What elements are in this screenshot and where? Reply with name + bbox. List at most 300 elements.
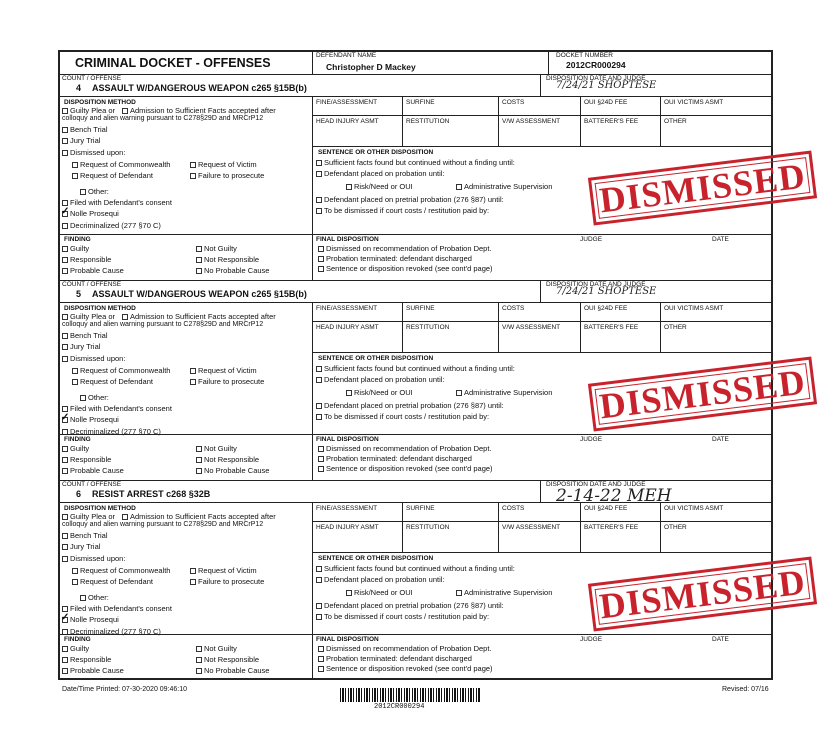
checkbox-label: Probable Cause (70, 666, 124, 675)
batterers-fee-label: BATTERER'S FEE (584, 118, 639, 125)
checkbox-label: Request of Victim (198, 366, 257, 375)
request-victim-checkbox[interactable] (190, 161, 257, 169)
judge-label: JUDGE (580, 436, 603, 443)
decriminalized-checkbox[interactable] (62, 222, 161, 230)
dismissed-stamp: DISMISSED (588, 556, 817, 631)
checkbox-label: Request of Defendant (80, 377, 153, 386)
pretrial-probation-checkbox[interactable] (316, 196, 504, 204)
rule (312, 321, 773, 322)
checkbox[interactable] (190, 568, 196, 574)
dismissed-if-costs-checkbox[interactable] (316, 613, 489, 621)
guilty-checkbox[interactable] (62, 445, 89, 453)
admin-supervision-checkbox[interactable] (456, 589, 552, 597)
bench-trial-checkbox[interactable] (62, 126, 108, 134)
checkbox[interactable] (196, 246, 202, 252)
checkbox[interactable] (72, 579, 78, 585)
dismissed-upon-checkbox[interactable] (62, 555, 125, 563)
checkbox-label: Defendant placed on pretrial probation (276 §87) until: (324, 601, 504, 610)
final-disposition-label: FINAL DISPOSITION (316, 436, 379, 443)
finding-label: FINDING (64, 436, 91, 443)
checkbox-label: Risk/Need or OUI (354, 388, 413, 397)
checkbox-label: Other: (88, 593, 109, 602)
checkbox[interactable] (62, 657, 68, 663)
rule (498, 302, 499, 352)
vw-assessment-label: V/W ASSESSMENT (502, 118, 561, 125)
checkbox-label: Not Guilty (204, 644, 237, 653)
rule (540, 280, 541, 302)
rule (58, 280, 773, 281)
pretrial-probation-checkbox[interactable] (316, 602, 504, 610)
checkbox-label: Nolle Prosequi (70, 415, 119, 424)
checkbox[interactable] (72, 162, 78, 168)
checkbox-label: Responsible (70, 655, 112, 664)
request-defendant-checkbox[interactable] (72, 578, 153, 586)
checkbox[interactable] (196, 446, 202, 452)
nolle-check-mark: ✓ (61, 206, 70, 217)
checkbox-label: Request of Victim (198, 566, 257, 575)
checkbox[interactable] (62, 544, 68, 550)
checkbox-label: Request of Commonwealth (80, 366, 171, 375)
checkbox-label: Filed with Defendant's consent (70, 198, 172, 207)
checkbox[interactable] (62, 223, 68, 229)
admission-checkbox[interactable] (122, 313, 276, 321)
checkbox-label: Dismissed upon: (70, 148, 126, 157)
probation-terminated-checkbox[interactable] (318, 255, 472, 263)
request-victim-checkbox[interactable] (190, 367, 257, 375)
checkbox[interactable] (62, 314, 68, 320)
checkbox-label: Jury Trial (70, 342, 101, 351)
checkbox[interactable] (318, 666, 324, 672)
admin-supervision-checkbox[interactable] (456, 389, 552, 397)
dismissed-upon-checkbox[interactable] (62, 355, 125, 363)
checkbox[interactable] (318, 266, 324, 272)
dismissed-if-costs-checkbox[interactable] (316, 413, 489, 421)
request-victim-checkbox[interactable] (190, 567, 257, 575)
checkbox[interactable] (72, 173, 78, 179)
docket-label: DOCKET NUMBER (556, 52, 613, 59)
nolle-prosequi-checkbox[interactable] (61, 412, 119, 424)
checkbox[interactable] (316, 377, 322, 383)
probation-until-checkbox[interactable] (316, 576, 445, 584)
checkbox-label: Request of Defendant (80, 577, 153, 586)
guilty-checkbox[interactable] (62, 645, 89, 653)
finding-label: FINDING (64, 236, 91, 243)
oui-fee-label: OUI §24D FEE (584, 99, 628, 106)
restitution-label: RESTITUTION (406, 324, 450, 331)
revised-label: Revised: 07/16 (722, 686, 769, 693)
checkbox-label: Failure to prosecute (198, 377, 265, 386)
probable-cause-checkbox[interactable] (62, 467, 124, 475)
checkbox[interactable] (190, 173, 196, 179)
divider (312, 50, 313, 74)
no-probable-cause-checkbox[interactable] (196, 667, 269, 675)
guilty-plea-checkbox[interactable] (62, 107, 115, 115)
checkbox-label: Jury Trial (70, 542, 101, 551)
admin-supervision-checkbox[interactable] (456, 183, 552, 191)
checkbox[interactable] (346, 590, 352, 596)
checkbox[interactable] (62, 556, 68, 562)
failure-prosecute-checkbox[interactable] (190, 172, 264, 180)
checkbox[interactable] (456, 390, 462, 396)
checkbox-label: Dismissed on recommendation of Probation Dept. (326, 444, 492, 453)
checkbox-label: Administrative Supervision (464, 588, 553, 597)
rule (580, 502, 581, 552)
risk-need-checkbox[interactable] (346, 589, 413, 597)
checkbox-label: Bench Trial (70, 331, 108, 340)
checkbox-label: No Probable Cause (204, 266, 270, 275)
disposition-method-label: DISPOSITION METHOD (64, 305, 136, 312)
checkbox-label: Defendant placed on pretrial probation (276 §87) until: (324, 401, 504, 410)
checkbox-label: Responsible (70, 455, 112, 464)
checkbox[interactable] (316, 603, 322, 609)
rule (660, 96, 661, 146)
sufficient-facts-checkbox[interactable] (316, 565, 515, 573)
other-checkbox[interactable] (80, 594, 109, 602)
checkbox-label: Jury Trial (70, 136, 101, 145)
no-probable-cause-checkbox[interactable] (196, 267, 269, 275)
colloquy-text: colloquy and alien warning pursuant to C278§29D and MRCrP12 (62, 115, 264, 122)
oui-victims-label: OUI VICTIMS ASMT (664, 99, 724, 106)
checkbox[interactable] (62, 468, 68, 474)
barcode (340, 688, 480, 702)
checkbox[interactable] (62, 138, 68, 144)
not-responsible-checkbox[interactable] (196, 456, 259, 464)
oui-fee-label: OUI §24D FEE (584, 305, 628, 312)
checkbox[interactable] (190, 162, 196, 168)
count-number: 4 (76, 83, 82, 93)
checkbox[interactable] (62, 668, 68, 674)
offense-name: ASSAULT W/DANGEROUS WEAPON c265 §15B(b) (92, 289, 307, 299)
request-commonwealth-checkbox[interactable] (72, 367, 170, 375)
jury-trial-checkbox[interactable] (62, 343, 100, 351)
checkbox[interactable] (316, 614, 322, 620)
checkbox[interactable] (196, 268, 202, 274)
checkbox[interactable] (62, 514, 68, 520)
checkbox-label: Defendant placed on probation until: (324, 575, 445, 584)
checkbox-label: Not Guilty (204, 444, 237, 453)
checkbox-label: Dismissed on recommendation of Probation Dept. (326, 244, 492, 253)
dismissed-recommendation-checkbox[interactable] (318, 245, 492, 253)
probation-terminated-checkbox[interactable] (318, 655, 472, 663)
vw-assessment-label: V/W ASSESSMENT (502, 524, 561, 531)
checkbox-label: Dismissed upon: (70, 354, 126, 363)
checkbox[interactable] (318, 446, 324, 452)
failure-prosecute-checkbox[interactable] (190, 378, 264, 386)
head-injury-label: HEAD INJURY ASMT (316, 524, 379, 531)
rule (540, 74, 541, 96)
not-guilty-checkbox[interactable] (196, 445, 237, 453)
checkbox[interactable] (316, 577, 322, 583)
rule (312, 115, 773, 116)
date-label: DATE (712, 436, 729, 443)
checkbox[interactable] (318, 246, 324, 252)
checkbox[interactable] (196, 457, 202, 463)
final-disposition-label: FINAL DISPOSITION (316, 236, 379, 243)
guilty-plea-checkbox[interactable] (62, 513, 115, 521)
responsible-checkbox[interactable] (62, 456, 111, 464)
costs-label: COSTS (502, 99, 525, 106)
checkbox-label: Not Guilty (204, 244, 237, 253)
checkbox[interactable] (62, 257, 68, 263)
dismissed-recommendation-checkbox[interactable] (318, 445, 492, 453)
checkbox-label: Failure to prosecute (198, 577, 265, 586)
checkbox[interactable] (62, 246, 68, 252)
checkbox[interactable] (196, 257, 202, 263)
checkbox[interactable] (196, 668, 202, 674)
checkbox[interactable] (80, 189, 86, 195)
rule (402, 96, 403, 146)
checkbox[interactable] (190, 579, 196, 585)
probation-until-checkbox[interactable] (316, 376, 445, 384)
restitution-label: RESTITUTION (406, 118, 450, 125)
checkbox-label: Request of Commonwealth (80, 160, 171, 169)
checkbox-label: Nolle Prosequi (70, 209, 119, 218)
pretrial-probation-checkbox[interactable] (316, 402, 504, 410)
docket-number: 2012CR000294 (566, 60, 626, 70)
admission-checkbox[interactable] (122, 107, 276, 115)
fine-label: FINE/ASSESSMENT (316, 305, 378, 312)
costs-label: COSTS (502, 505, 525, 512)
rule (312, 552, 773, 553)
checkbox-label: Sufficient facts found but continued without a finding until: (324, 564, 515, 573)
checkbox[interactable] (122, 314, 128, 320)
rule (660, 502, 661, 552)
checkbox[interactable] (456, 590, 462, 596)
checkbox[interactable] (318, 456, 324, 462)
risk-need-checkbox[interactable] (346, 389, 413, 397)
checkbox-label: Bench Trial (70, 531, 108, 540)
checkbox[interactable] (316, 208, 322, 214)
request-commonwealth-checkbox[interactable] (72, 567, 170, 575)
other-fee-label: OTHER (664, 118, 687, 125)
rule (58, 634, 773, 635)
not-guilty-checkbox[interactable] (196, 245, 237, 253)
checkbox-label: Other: (88, 187, 109, 196)
checkbox[interactable] (318, 256, 324, 262)
checkbox-label: Administrative Supervision (464, 182, 553, 191)
admission-checkbox[interactable] (122, 513, 276, 521)
offense-name: RESIST ARREST c268 §32B (92, 489, 211, 499)
checkbox[interactable] (62, 268, 68, 274)
other-checkbox[interactable] (80, 394, 109, 402)
count-offense-label: COUNT / OFFENSE (62, 281, 122, 288)
checkbox-label: Not Responsible (204, 655, 260, 664)
dismissed-stamp: DISMISSED (588, 150, 817, 225)
filed-consent-checkbox[interactable] (62, 199, 172, 207)
sentence-label: SENTENCE OR OTHER DISPOSITION (318, 355, 434, 362)
checkbox[interactable] (190, 379, 196, 385)
checkbox-label: Other: (88, 393, 109, 402)
checkbox[interactable] (62, 344, 68, 350)
responsible-checkbox[interactable] (62, 656, 111, 664)
fine-label: FINE/ASSESSMENT (316, 99, 378, 106)
sentence-revoked-checkbox[interactable] (318, 465, 493, 473)
rule (580, 302, 581, 352)
checkbox-label: Request of Commonwealth (80, 566, 171, 575)
checkbox[interactable] (316, 366, 322, 372)
request-defendant-checkbox[interactable] (72, 172, 153, 180)
nolle-prosequi-checkbox[interactable] (61, 206, 119, 218)
checkbox[interactable] (346, 390, 352, 396)
jury-trial-checkbox[interactable] (62, 137, 100, 145)
defendant-label: DEFENDANT NAME (316, 52, 377, 59)
checkbox-label: Sentence or disposition revoked (see cont'd page) (326, 464, 493, 473)
rule (312, 502, 313, 680)
rule (498, 96, 499, 146)
probable-cause-checkbox[interactable] (62, 667, 124, 675)
checkbox[interactable] (62, 457, 68, 463)
checkbox-label: To be dismissed if court costs / restitution paid by: (324, 612, 490, 621)
checkbox[interactable] (72, 368, 78, 374)
checkbox[interactable] (196, 646, 202, 652)
checkbox[interactable] (62, 150, 68, 156)
checkbox[interactable] (196, 468, 202, 474)
checkbox-label: Administrative Supervision (464, 388, 553, 397)
checkbox-label: Request of Defendant (80, 171, 153, 180)
rule (498, 502, 499, 552)
checkbox[interactable] (62, 356, 68, 362)
disposition-method-label: DISPOSITION METHOD (64, 99, 136, 106)
handwritten-disposition: 7/24/21 SHOPTESE (556, 286, 657, 297)
checkbox[interactable] (72, 568, 78, 574)
colloquy-text: colloquy and alien warning pursuant to C278§29D and MRCrP12 (62, 321, 264, 328)
guilty-checkbox[interactable] (62, 245, 89, 253)
checkbox-label: Sufficient facts found but continued without a finding until: (324, 364, 515, 373)
jury-trial-checkbox[interactable] (62, 543, 100, 551)
disposition-method-label: DISPOSITION METHOD (64, 505, 136, 512)
checkbox[interactable] (318, 656, 324, 662)
sentence-label: SENTENCE OR OTHER DISPOSITION (318, 555, 434, 562)
checkbox[interactable] (346, 184, 352, 190)
checkbox-label: No Probable Cause (204, 666, 270, 675)
checkbox-label: Responsible (70, 255, 112, 264)
checkbox[interactable] (316, 160, 322, 166)
checkbox-label: Dismissed on recommendation of Probation Dept. (326, 644, 492, 653)
dismissed-upon-checkbox[interactable] (62, 149, 125, 157)
checkbox[interactable] (62, 533, 68, 539)
checkbox-label: Probation terminated: defendant discharged (326, 454, 472, 463)
checkbox[interactable] (122, 108, 128, 114)
count-offense-label: COUNT / OFFENSE (62, 75, 122, 82)
risk-need-checkbox[interactable] (346, 183, 413, 191)
sufficient-facts-checkbox[interactable] (316, 365, 515, 373)
rule (580, 96, 581, 146)
checkbox-label: Decriminalized (277 §70 C) (70, 427, 161, 436)
checkbox[interactable] (316, 566, 322, 572)
final-disposition-label: FINAL DISPOSITION (316, 636, 379, 643)
checkbox-label: Nolle Prosequi (70, 615, 119, 624)
failure-prosecute-checkbox[interactable] (190, 578, 264, 586)
disposition-date-label: DISPOSITION DATE AND JUDGE (546, 75, 646, 82)
dismissed-if-costs-checkbox[interactable] (316, 207, 489, 215)
checkbox[interactable] (80, 395, 86, 401)
checkbox[interactable] (80, 595, 86, 601)
request-commonwealth-checkbox[interactable] (72, 161, 170, 169)
probation-terminated-checkbox[interactable] (318, 455, 472, 463)
handwritten-disposition: 7/24/21 SHOPTESE (556, 80, 657, 91)
responsible-checkbox[interactable] (62, 256, 111, 264)
barcode-text: 2012CR000294 (374, 703, 425, 711)
checkbox[interactable] (62, 108, 68, 114)
rule (58, 74, 773, 75)
checkbox-label: Defendant placed on pretrial probation (276 §87) until: (324, 195, 504, 204)
rule (660, 302, 661, 352)
vw-assessment-label: V/W ASSESSMENT (502, 324, 561, 331)
count-number: 5 (76, 289, 82, 299)
bench-trial-checkbox[interactable] (62, 332, 108, 340)
checkbox[interactable] (318, 466, 324, 472)
not-guilty-checkbox[interactable] (196, 645, 237, 653)
checkbox[interactable] (72, 379, 78, 385)
checkbox-label: To be dismissed if court costs / restitution paid by: (324, 206, 490, 215)
checkbox-label: Admission to Sufficient Facts accepted after (130, 512, 276, 521)
checkbox[interactable] (316, 403, 322, 409)
checkbox[interactable] (196, 657, 202, 663)
bench-trial-checkbox[interactable] (62, 532, 108, 540)
checkbox-label: Not Responsible (204, 255, 260, 264)
other-checkbox[interactable] (80, 188, 109, 196)
guilty-plea-checkbox[interactable] (62, 313, 115, 321)
head-injury-label: HEAD INJURY ASMT (316, 324, 379, 331)
checkbox-label: Probable Cause (70, 266, 124, 275)
checkbox[interactable] (62, 446, 68, 452)
costs-label: COSTS (502, 305, 525, 312)
checkbox-label: Probation terminated: defendant discharged (326, 254, 472, 263)
filed-consent-checkbox[interactable] (62, 605, 172, 613)
count-offense-label: COUNT / OFFENSE (62, 481, 122, 488)
checkbox-label: Guilty (70, 644, 90, 653)
checkbox-label: Filed with Defendant's consent (70, 604, 172, 613)
date-label: DATE (712, 636, 729, 643)
checkbox[interactable] (316, 414, 322, 420)
checkbox[interactable] (316, 171, 322, 177)
checkbox-label: Bench Trial (70, 125, 108, 134)
checkbox[interactable] (122, 514, 128, 520)
checkbox[interactable] (62, 127, 68, 133)
checkbox-label: Admission to Sufficient Facts accepted after (130, 106, 276, 115)
not-responsible-checkbox[interactable] (196, 256, 259, 264)
sentence-revoked-checkbox[interactable] (318, 665, 493, 673)
rule (312, 302, 313, 480)
sufficient-facts-checkbox[interactable] (316, 159, 515, 167)
divider (548, 50, 549, 74)
checkbox[interactable] (190, 368, 196, 374)
oui-victims-label: OUI VICTIMS ASMT (664, 305, 724, 312)
probation-until-checkbox[interactable] (316, 170, 445, 178)
checkbox-label: Sufficient facts found but continued without a finding until: (324, 158, 515, 167)
batterers-fee-label: BATTERER'S FEE (584, 324, 639, 331)
dismissed-recommendation-checkbox[interactable] (318, 645, 492, 653)
sentence-label: SENTENCE OR OTHER DISPOSITION (318, 149, 434, 156)
colloquy-text: colloquy and alien warning pursuant to C278§29D and MRCrP12 (62, 521, 264, 528)
sentence-revoked-checkbox[interactable] (318, 265, 493, 273)
checkbox[interactable] (456, 184, 462, 190)
no-probable-cause-checkbox[interactable] (196, 467, 269, 475)
nolle-prosequi-checkbox[interactable] (61, 612, 119, 624)
checkbox[interactable] (318, 646, 324, 652)
checkbox-label: Sentence or disposition revoked (see cont'd page) (326, 664, 493, 673)
filed-consent-checkbox[interactable] (62, 405, 172, 413)
probable-cause-checkbox[interactable] (62, 267, 124, 275)
checkbox-label: Defendant placed on probation until: (324, 375, 445, 384)
checkbox[interactable] (62, 646, 68, 652)
checkbox[interactable] (62, 333, 68, 339)
checkbox[interactable] (316, 197, 322, 203)
request-defendant-checkbox[interactable] (72, 378, 153, 386)
judge-label: JUDGE (580, 636, 603, 643)
fine-label: FINE/ASSESSMENT (316, 505, 378, 512)
not-responsible-checkbox[interactable] (196, 656, 259, 664)
